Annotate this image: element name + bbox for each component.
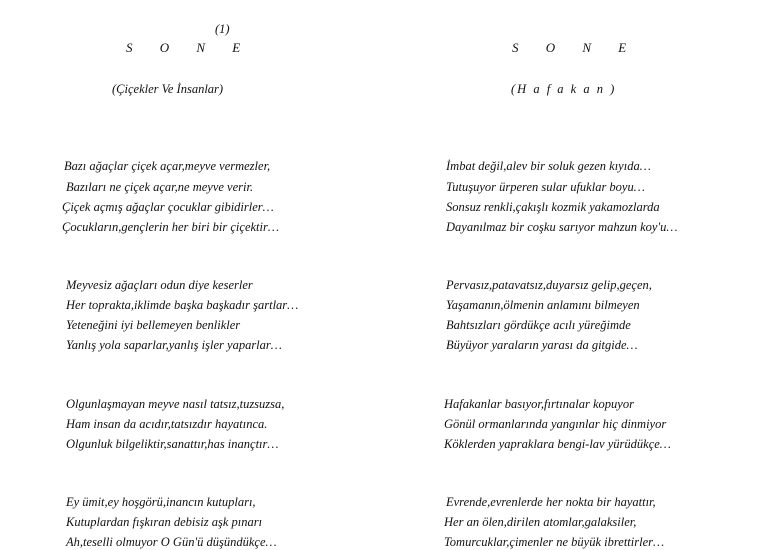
poem-line: Her toprakta,iklimde başka başkadır şartlar… [66, 298, 299, 312]
poem-line: Çiçek açmış ağaçlar çocuklar gibidirler… [62, 200, 274, 214]
right-poem-title: S O N E [512, 40, 639, 55]
poem-line: Ham insan da acıdır,tatsızdır hayatınca. [66, 417, 268, 431]
poem-line: Evrende,evrenlerde her nokta bir hayattır, [446, 495, 656, 509]
poem-line: Ah,teselli olmuyor O Gün'ü düşündükçe… [66, 535, 277, 549]
poem-line: Meyvesiz ağaçları odun diye keserler [66, 278, 253, 292]
left-poem-title: S O N E [126, 40, 253, 55]
poem-line: Bazı ağaçlar çiçek açar,meyve vermezler, [64, 159, 271, 173]
poem-line: Olgunluk bilgeliktir,sanattır,has inançtır… [66, 437, 279, 451]
poem-line: Yanlış yola saparlar,yanlış işler yaparlar… [66, 338, 282, 352]
poem-line: Sonsuz renkli,çakışlı kozmik yakamozlarda [446, 200, 660, 214]
poem-line: Ey ümit,ey hoşgörü,inancın kutupları, [66, 495, 256, 509]
poem-line: Çocukların,gençlerin her biri bir çiçektir… [62, 220, 279, 234]
poem-line: Hafakanlar basıyor,fırtınalar kopuyor [444, 397, 634, 411]
poem-line: Bahtsızları gördükçe acılı yüreğimde [446, 318, 631, 332]
poem-line: Tutuşuyor ürperen sular ufuklar boyu… [446, 180, 645, 194]
poem-line: Dayanılmaz bir coşku sarıyor mahzun koy'u… [446, 220, 678, 234]
poem-line: Olgunlaşmayan meyve nasıl tatsız,tuzsuzsa, [66, 397, 285, 411]
poem-line: Yaşamanın,ölmenin anlamını bilmeyen [446, 298, 640, 312]
poem-line: Pervasız,patavatsız,duyarsız gelip,geçen, [446, 278, 652, 292]
poem-line: Tomurcuklar,çimenler ne büyük ibrettirler… [444, 535, 665, 549]
right-poem-subtitle: (H a f a k a n ) [511, 82, 617, 96]
poem-line: İmbat değil,alev bir soluk gezen kıyıda… [446, 159, 651, 173]
left-poem-subtitle: (Çiçekler Ve İnsanlar) [112, 82, 224, 96]
poem-line: Gönül ormanlarında yangınlar hiç dinmiyor [444, 417, 667, 431]
poem-line: Büyüyor yaraların yarası da gitgide… [446, 338, 638, 352]
page-number: (1) [215, 22, 230, 36]
poem-line: Her an ölen,dirilen atomlar,galaksiler, [444, 515, 637, 529]
poem-line: Yeteneğini iyi bellemeyen benlikler [66, 318, 241, 332]
poem-line: Kutuplardan fışkıran debisiz aşk pınarı [66, 515, 263, 529]
poem-line: Bazıları ne çiçek açar,ne meyve verir. [66, 180, 254, 194]
poem-line: Köklerden yapraklara bengi-lav yürüdükçe… [444, 437, 671, 451]
